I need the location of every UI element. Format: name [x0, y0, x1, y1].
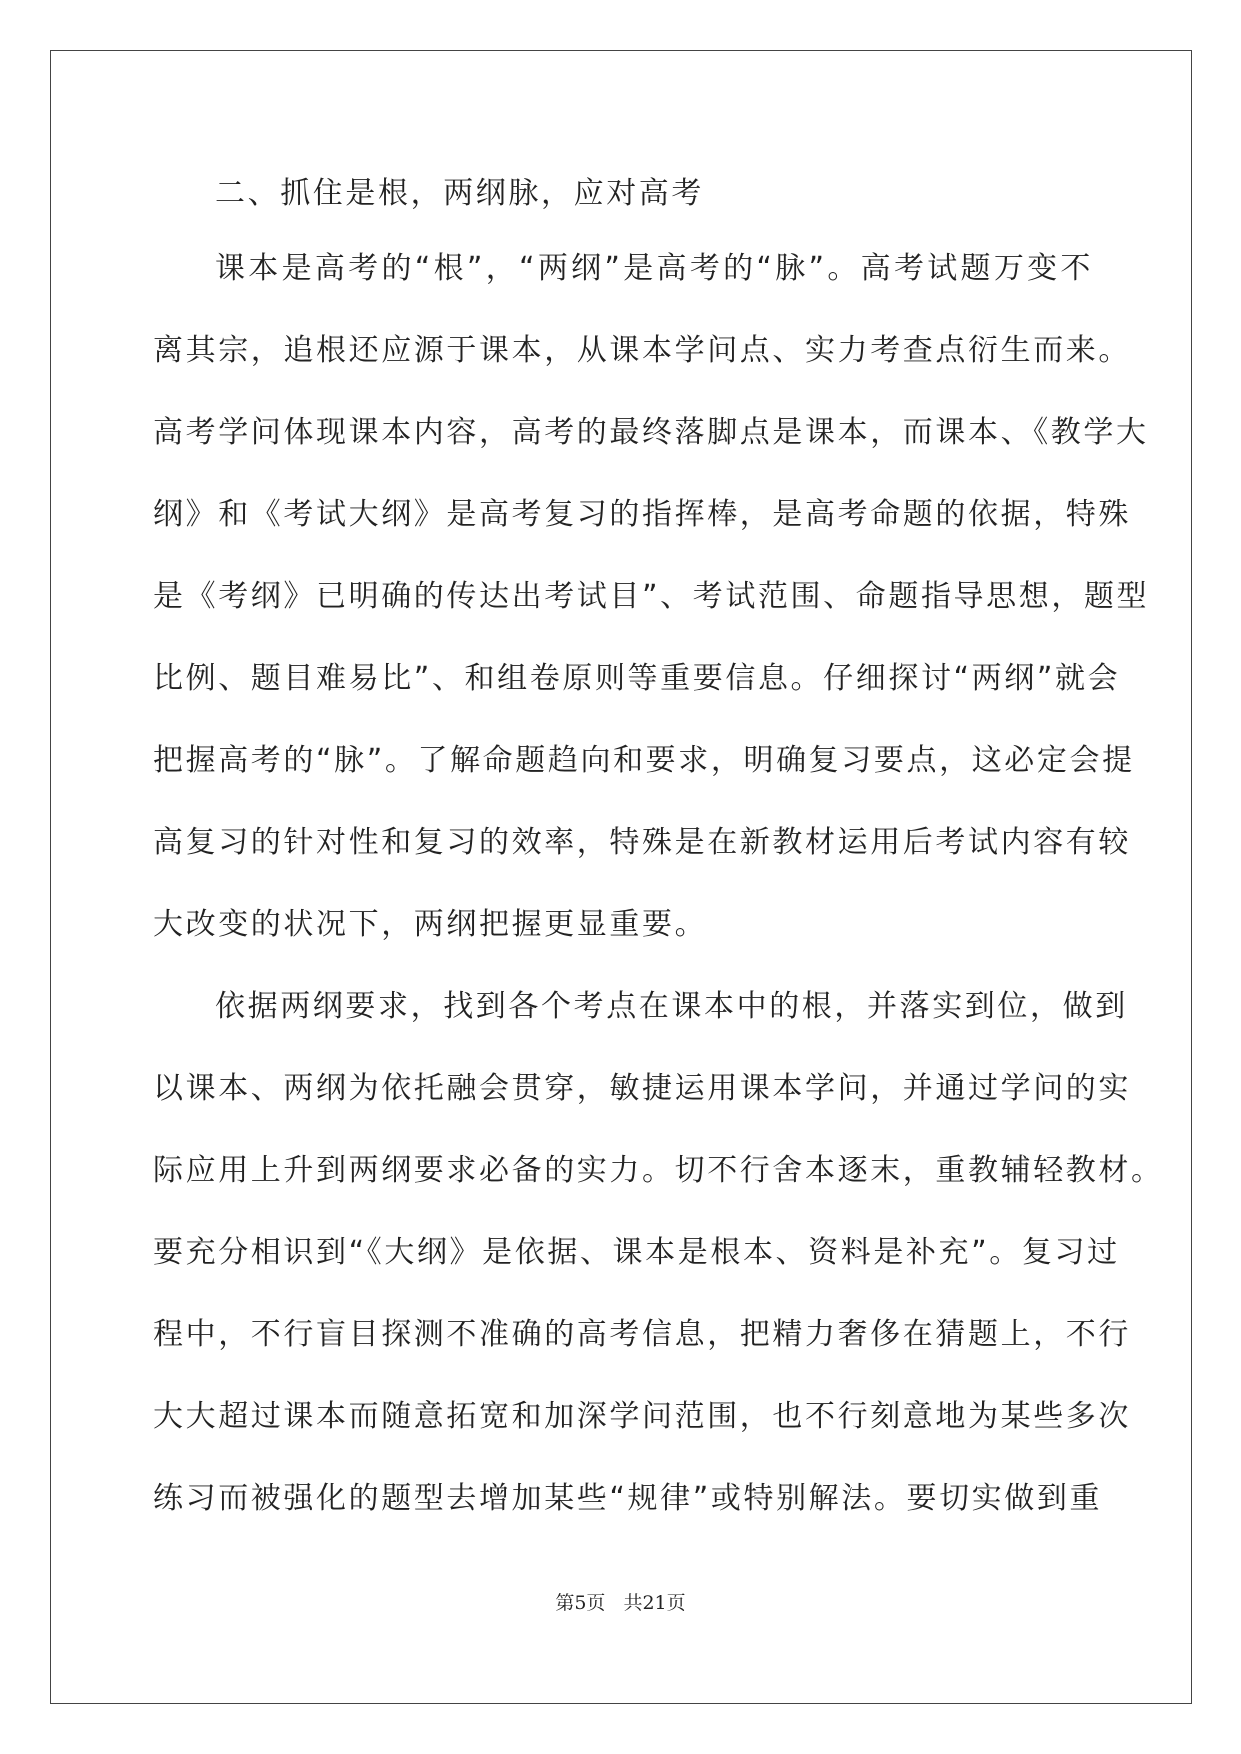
paragraph-line: 练习而被强化的题型去增加某些“规律”或特别解法。要切实做到重 [153, 1481, 1103, 1516]
paragraph-line: 把握高考的“脉”。了解命题趋向和要求，明确复习要点，这必定会提 [153, 743, 1135, 778]
paragraph-1 [153, 228, 1150, 966]
paragraph-line: 高考学问体现课本内容，高考的最终落脚点是课本，而课本、《教学大 [153, 415, 1149, 450]
page-total: 共21页 [623, 1592, 686, 1614]
paragraph-line: 大改变的状况下，两纲把握更显重要。 [153, 907, 708, 942]
paragraph-line: 程中，不行盲目探测不准确的高考信息，把精力奢侈在猜题上，不行 [153, 1317, 1131, 1352]
paragraph-line: 际应用上升到两纲要求必备的实力。切不行舍本逐末，重教辅轻教材。 [153, 1153, 1164, 1188]
paragraph-line: 高复习的针对性和复习的效率，特殊是在新教材运用后考试内容有较 [153, 825, 1131, 860]
paragraph-line: 大大超过课本而随意拓宽和加深学问范围，也不行刻意地为某些多次 [153, 1399, 1131, 1434]
section-heading: 二、抓住是根，两纲脉，应对高考 [215, 176, 704, 211]
paragraph-line: 是《考纲》已明确的传达出考试目”、考试范围、命题指导思想，题型 [153, 579, 1150, 614]
page-footer [0, 1588, 1241, 1615]
paragraph-line: 离其宗，追根还应源于课本，从课本学问点、实力考查点衍生而来。 [153, 333, 1131, 368]
document-body [153, 160, 1164, 1540]
paragraph-line: 课本是高考的“根”，“两纲”是高考的“脉”。高考试题万变不 [215, 251, 1093, 286]
paragraph-line: 以课本、两纲为依托融会贯穿，敏捷运用课本学问，并通过学问的实 [153, 1071, 1131, 1106]
paragraph-line: 比例、题目难易比”、和组卷原则等重要信息。仔细探讨“两纲”就会 [153, 661, 1121, 696]
paragraph-2 [153, 966, 1164, 1540]
paragraph-line: 要充分相识到“《大纲》是依据、课本是根本、资料是补充”。复习过 [153, 1235, 1120, 1270]
paragraph-line: 纲》和《考试大纲》是高考复习的指挥棒，是高考命题的依据，特殊 [153, 497, 1131, 532]
page-number: 第5页 [555, 1592, 606, 1614]
paragraph-line: 依据两纲要求，找到各个考点在课本中的根，并落实到位，做到 [215, 989, 1128, 1024]
